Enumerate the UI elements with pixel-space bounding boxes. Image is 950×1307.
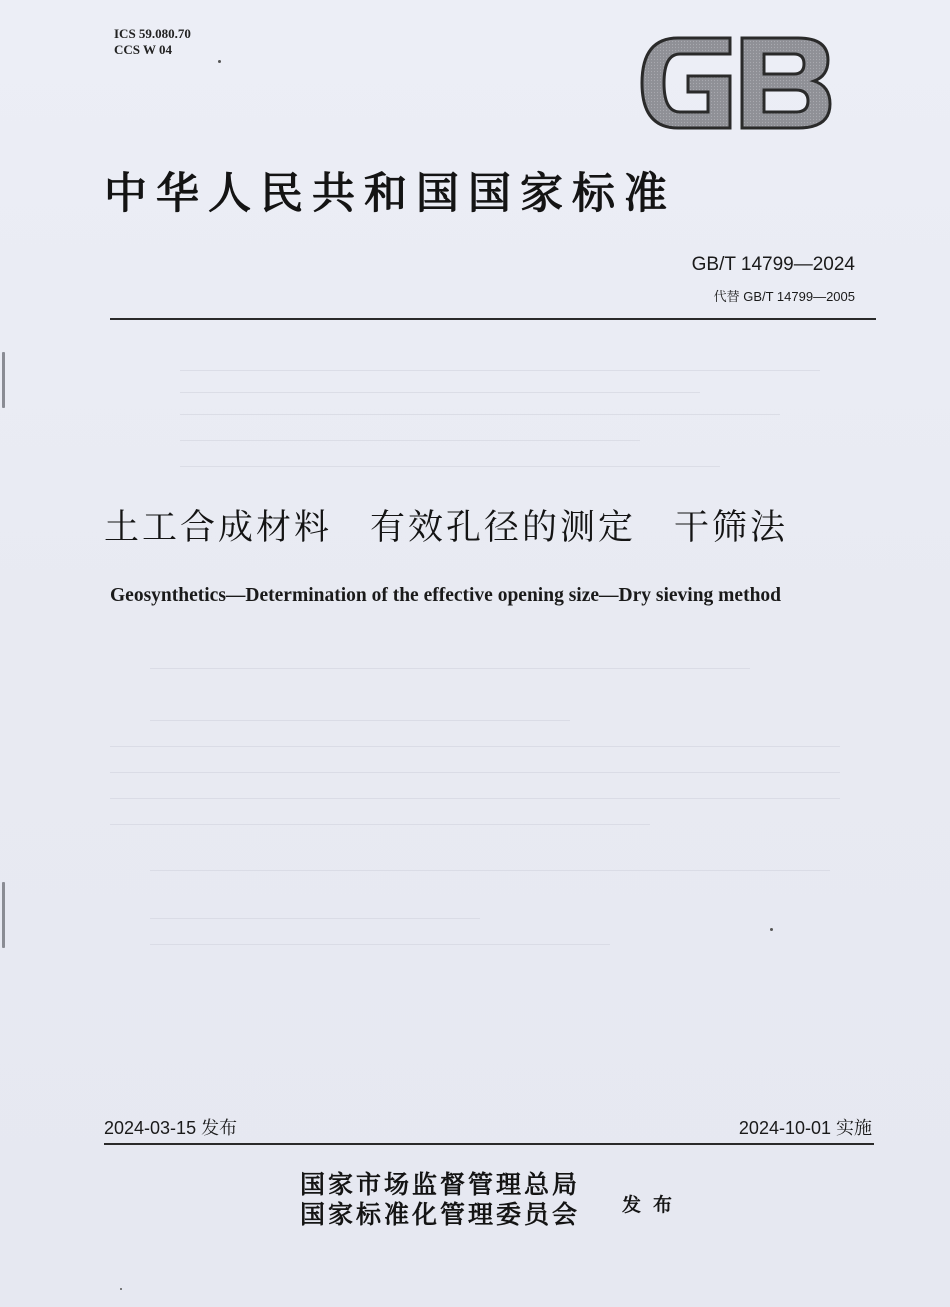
publisher-samr: 国家市场监督管理总局 (300, 1170, 581, 1199)
standard-number: GB/T 14799—2024 (691, 254, 855, 275)
scan-speck (770, 928, 773, 931)
bleed-through-line (150, 918, 480, 919)
bleed-through-line (110, 798, 840, 799)
publish-label: 发布 (622, 1194, 685, 1216)
bleed-through-line (110, 746, 840, 747)
top-divider (110, 318, 876, 320)
publishers (300, 1170, 580, 1230)
gb-logo-text: GB (638, 34, 640, 35)
bleed-through-line (180, 392, 700, 393)
ccs-code: CCS W 04 (114, 42, 173, 57)
bleed-through-line (180, 414, 780, 415)
bleed-through-line (180, 466, 720, 467)
standard-title-english: Geosynthetics—Determination of the effective opening size—Dry sieving method (110, 585, 782, 606)
scan-speck (120, 1288, 122, 1290)
bleed-through-line (150, 720, 570, 721)
publisher-sac: 国家标准化管理委员会 (300, 1200, 581, 1229)
scan-edge-mark (2, 352, 5, 408)
scan-speck (218, 60, 221, 63)
bleed-through-line (180, 370, 820, 371)
issue-date: 2024-03-15 发布 (104, 1118, 238, 1138)
replaces-standard: 代替 GB/T 14799—2005 (713, 289, 855, 304)
bleed-through-line (180, 440, 640, 441)
standard-title-chinese: 土工合成材料 有效孔径的测定 干筛法 (104, 508, 789, 548)
bleed-through-line (150, 944, 610, 945)
main-title: 中华人民共和国国家标准 (104, 169, 676, 219)
bottom-divider (104, 1143, 874, 1145)
bleed-through-line (110, 824, 650, 825)
bleed-through-line (110, 772, 840, 773)
bleed-through-line (150, 668, 750, 669)
ics-code: ICS 59.080.70 (114, 26, 191, 41)
bleed-through-line (150, 870, 830, 871)
implementation-date: 2024-10-01 实施 (738, 1118, 872, 1138)
scan-edge-mark (2, 882, 5, 948)
gb-logo (638, 34, 834, 132)
classification-codes (114, 26, 191, 58)
